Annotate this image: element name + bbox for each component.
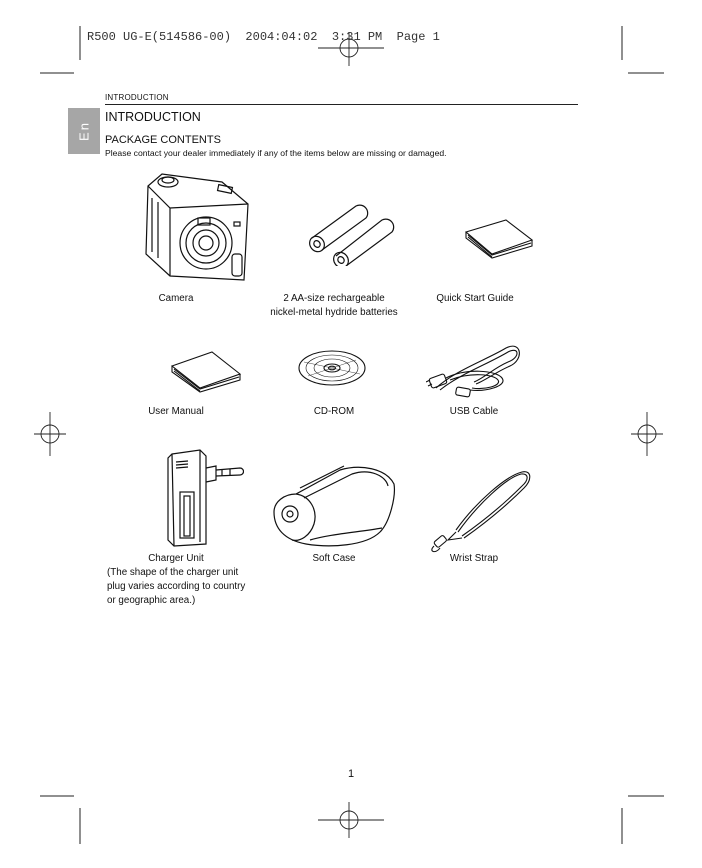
usb-cable-icon: [426, 340, 526, 402]
page-number: 1: [347, 768, 355, 780]
language-tab-label: En: [76, 121, 92, 141]
caption-wrist-strap: Wrist Strap: [449, 553, 499, 564]
subsection-title: PACKAGE CONTENTS: [105, 134, 221, 146]
running-head: INTRODUCTION: [105, 93, 169, 102]
caption-charger-unit: Charger Unit: [148, 553, 204, 564]
caption-camera: Camera: [158, 293, 194, 304]
batteries-icon: [300, 198, 408, 266]
print-header: R500 UG-E(514586-00) 2004:04:02 3:31 PM Page 1: [87, 30, 440, 44]
registration-target-bottom: [318, 802, 384, 838]
caption-cd-rom: CD-ROM: [313, 406, 355, 417]
language-tab: [68, 108, 100, 154]
registration-target-right: [631, 412, 663, 456]
cd-rom-icon: [296, 348, 368, 388]
camera-icon: [140, 168, 252, 286]
section-title: INTRODUCTION: [105, 110, 201, 124]
caption-soft-case: Soft Case: [312, 553, 356, 564]
soft-case-icon: [270, 462, 400, 550]
manual-icon: [168, 350, 244, 394]
registration-target-left: [34, 412, 66, 456]
booklet-icon: [462, 218, 534, 260]
charger-note: (The shape of the charger unit plug varies according to country or geographic area.): [107, 567, 246, 606]
intro-text: Please contact your dealer immediately if any of the items below are missing or damaged.: [105, 148, 447, 158]
caption-batteries: 2 AA-size rechargeable nickel-metal hydride batteries: [270, 293, 398, 318]
charger-icon: [160, 448, 244, 548]
caption-user-manual: User Manual: [148, 406, 204, 417]
wrist-strap-icon: [426, 466, 536, 554]
caption-usb-cable: USB Cable: [449, 406, 499, 417]
header-rule: [105, 104, 578, 105]
caption-quick-start-guide: Quick Start Guide: [436, 293, 514, 304]
